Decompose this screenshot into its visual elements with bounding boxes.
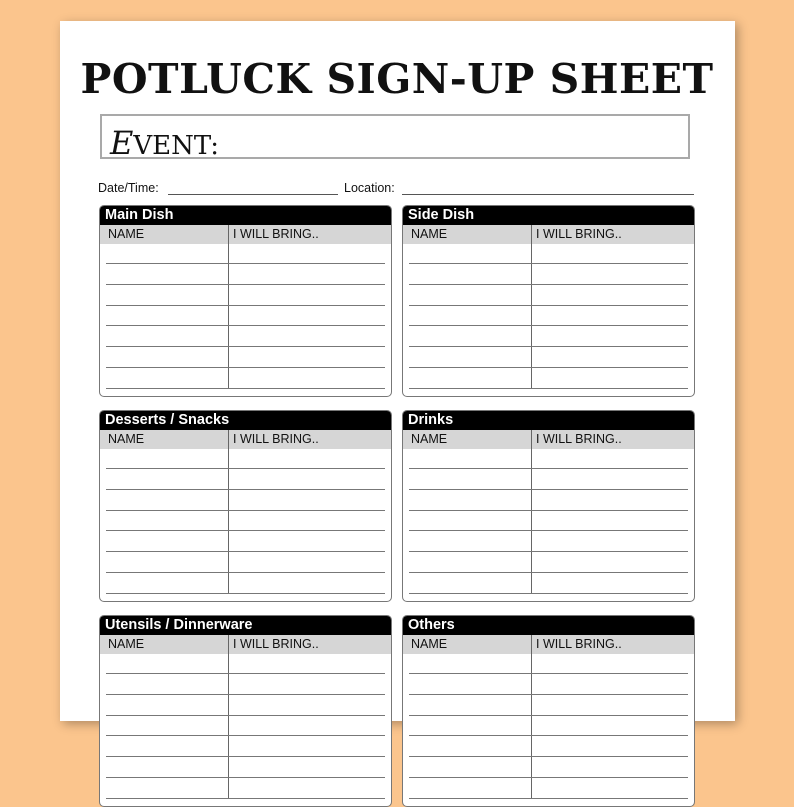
name-column-header: NAME [411, 227, 448, 241]
column-divider [228, 635, 229, 798]
name-column-header: NAME [411, 432, 448, 446]
column-divider [531, 635, 532, 798]
entry-row-line[interactable] [106, 735, 385, 736]
entry-row-line[interactable] [409, 263, 688, 264]
column-header-row [100, 430, 391, 449]
entry-row-line[interactable] [409, 510, 688, 511]
entry-row-line[interactable] [409, 777, 688, 778]
section-card-drinks [402, 410, 695, 602]
entry-row-line[interactable] [409, 305, 688, 306]
column-header-row [403, 430, 694, 449]
entry-row-line[interactable] [409, 798, 688, 799]
event-label: EVENT: [110, 124, 220, 162]
section-card-others [402, 615, 695, 807]
page-title: POTLUCK SIGN-UP SHEET [80, 55, 714, 103]
column-divider [228, 430, 229, 593]
column-divider [531, 430, 532, 593]
entry-row-line[interactable] [409, 673, 688, 674]
bring-column-header: I WILL BRING.. [233, 637, 319, 651]
entry-row-line[interactable] [106, 798, 385, 799]
entry-row-line[interactable] [409, 694, 688, 695]
section-title: Desserts / Snacks [100, 411, 391, 430]
bring-column-header: I WILL BRING.. [233, 227, 319, 241]
name-column-header: NAME [411, 637, 448, 651]
event-field[interactable] [100, 114, 690, 162]
entry-row-line[interactable] [409, 572, 688, 573]
section-card-main-dish [99, 205, 392, 397]
entry-row-line[interactable] [106, 388, 385, 389]
entry-row-line[interactable] [106, 777, 385, 778]
entry-row-line[interactable] [409, 756, 688, 757]
entry-row-line[interactable] [106, 468, 385, 469]
name-column-header: NAME [108, 637, 145, 651]
entry-row-line[interactable] [106, 530, 385, 531]
location-label: Location: [344, 181, 395, 195]
column-header-row [100, 635, 391, 654]
entry-row-line[interactable] [106, 715, 385, 716]
section-title: Main Dish [100, 206, 391, 225]
entry-row-line[interactable] [106, 263, 385, 264]
column-header-row [403, 635, 694, 654]
section-card-side-dish [402, 205, 695, 397]
entry-row-line[interactable] [106, 572, 385, 573]
column-divider [531, 225, 532, 388]
section-card-utensils-dinnerware [99, 615, 392, 807]
entry-row-line[interactable] [106, 673, 385, 674]
entry-row-line[interactable] [409, 530, 688, 531]
entry-row-line[interactable] [409, 325, 688, 326]
entry-row-line[interactable] [106, 694, 385, 695]
entry-row-line[interactable] [106, 325, 385, 326]
bring-column-header: I WILL BRING.. [536, 637, 622, 651]
entry-row-line[interactable] [409, 367, 688, 368]
section-title: Side Dish [403, 206, 694, 225]
column-header-row [100, 225, 391, 244]
entry-row-line[interactable] [106, 489, 385, 490]
entry-row-line[interactable] [106, 551, 385, 552]
section-title: Utensils / Dinnerware [100, 616, 391, 635]
entry-row-line[interactable] [409, 551, 688, 552]
entry-row-line[interactable] [409, 346, 688, 347]
name-column-header: NAME [108, 227, 145, 241]
entry-row-line[interactable] [409, 468, 688, 469]
date-time-label: Date/Time: [98, 181, 159, 195]
section-title: Drinks [403, 411, 694, 430]
section-card-desserts-snacks [99, 410, 392, 602]
entry-row-line[interactable] [409, 489, 688, 490]
entry-row-line[interactable] [106, 593, 385, 594]
bring-column-header: I WILL BRING.. [536, 227, 622, 241]
entry-row-line[interactable] [106, 305, 385, 306]
entry-row-line[interactable] [106, 367, 385, 368]
entry-row-line[interactable] [409, 715, 688, 716]
name-column-header: NAME [108, 432, 145, 446]
entry-row-line[interactable] [409, 284, 688, 285]
column-header-row [403, 225, 694, 244]
entry-row-line[interactable] [106, 510, 385, 511]
date-time-line[interactable] [168, 194, 338, 195]
section-title: Others [403, 616, 694, 635]
column-divider [228, 225, 229, 388]
entry-row-line[interactable] [409, 388, 688, 389]
entry-row-line[interactable] [106, 756, 385, 757]
location-line[interactable] [402, 194, 694, 195]
bring-column-header: I WILL BRING.. [536, 432, 622, 446]
entry-row-line[interactable] [106, 346, 385, 347]
bring-column-header: I WILL BRING.. [233, 432, 319, 446]
entry-row-line[interactable] [106, 284, 385, 285]
entry-row-line[interactable] [409, 593, 688, 594]
entry-row-line[interactable] [409, 735, 688, 736]
